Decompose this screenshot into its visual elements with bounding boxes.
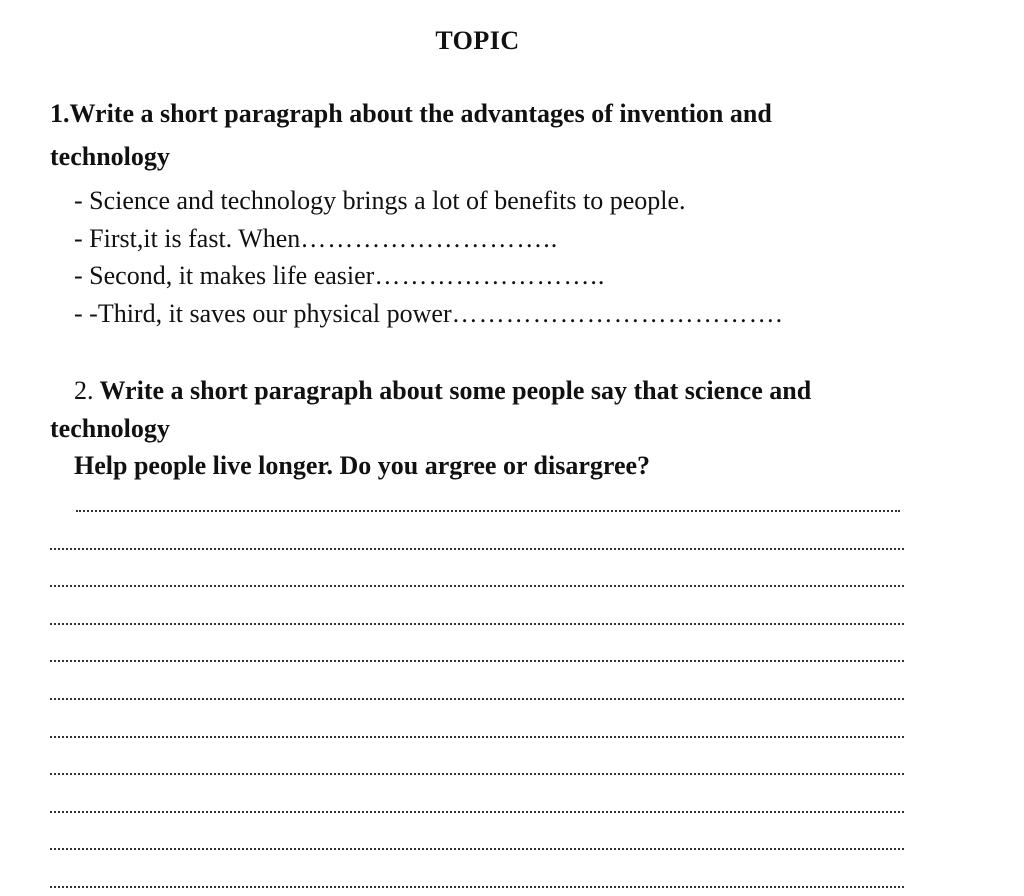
answer-line xyxy=(50,811,904,813)
fill-in-dots: …………………….. xyxy=(374,261,606,290)
answer-line xyxy=(50,773,904,775)
bullet-text: - First,it is fast. When xyxy=(74,224,301,253)
answer-line xyxy=(50,698,904,700)
answer-line xyxy=(50,548,904,550)
answer-line xyxy=(50,660,904,662)
answer-line xyxy=(50,585,904,587)
bullet-text: - -Third, it saves our physical power xyxy=(74,299,452,328)
bullet-text: - Science and technology brings a lot of benefits to people. xyxy=(74,186,686,215)
question-2-line-1 xyxy=(74,376,811,406)
question-2-line-2: technology xyxy=(50,414,170,443)
fill-in-dots: ………………………………. xyxy=(451,299,784,328)
bullet-item xyxy=(74,186,686,216)
question-2-number: 2. xyxy=(74,376,94,405)
question-1-line-1: 1.Write a short paragraph about the advantages of invention and xyxy=(50,99,772,128)
question-2-line-3: Help people live longer. Do you argree or disargree? xyxy=(74,451,651,480)
answer-line xyxy=(50,623,904,625)
page-title: TOPIC xyxy=(435,26,520,55)
answer-line xyxy=(50,848,904,850)
bullet-text: - Second, it makes life easier xyxy=(74,261,375,290)
answer-line xyxy=(50,886,904,888)
answer-line xyxy=(76,510,900,512)
answer-line xyxy=(50,736,904,738)
bullet-item xyxy=(74,299,783,329)
bullet-item xyxy=(74,224,558,254)
bullet-item xyxy=(74,261,605,291)
question-2-text: Write a short paragraph about some people say that science and xyxy=(99,376,812,405)
fill-in-dots: ……………………….. xyxy=(300,224,559,253)
question-1-line-2: technology xyxy=(50,142,170,171)
